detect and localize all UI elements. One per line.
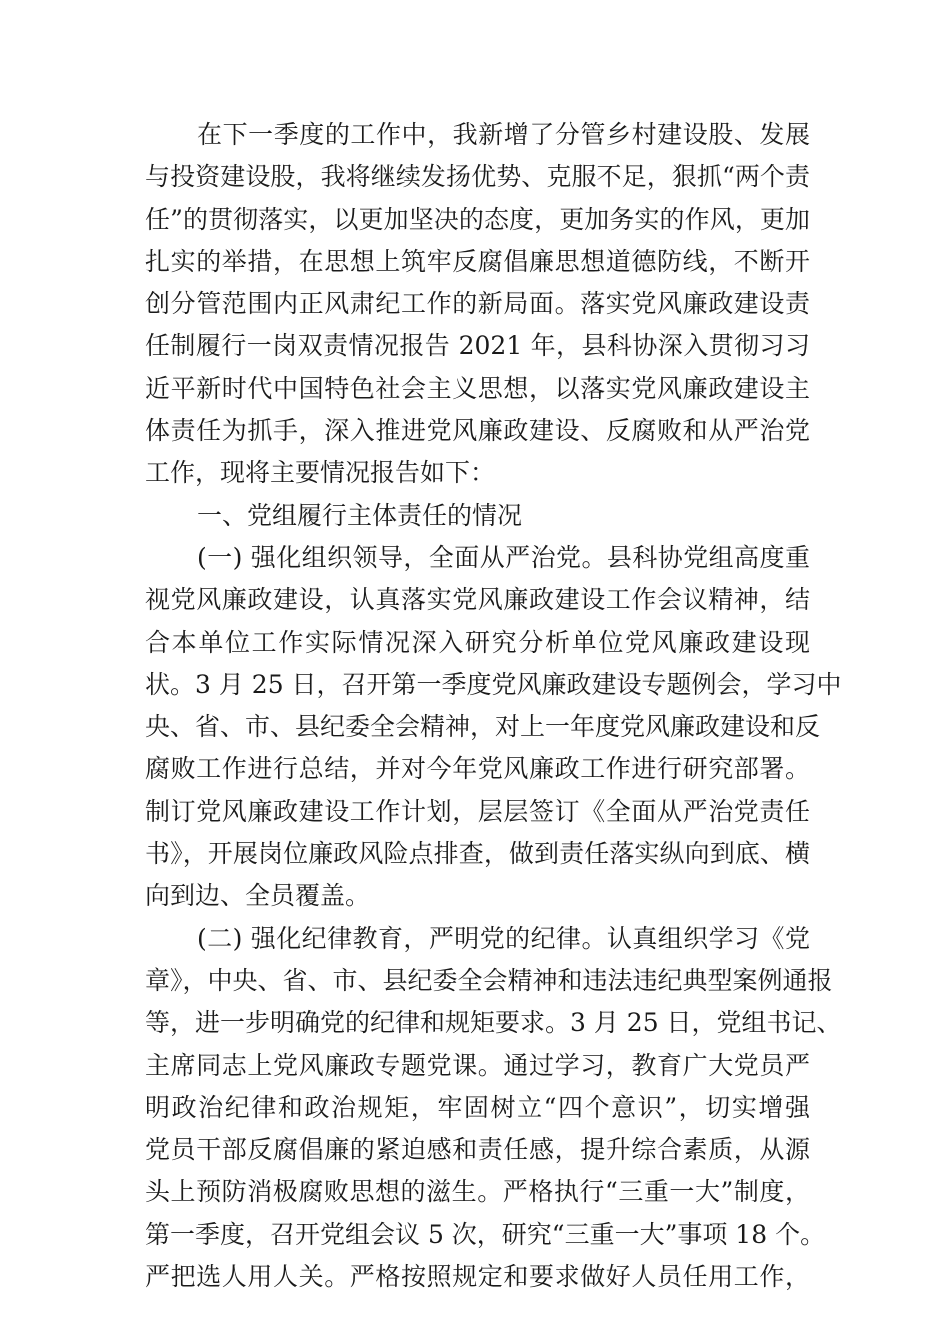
text-line: 与投资建设股，我将继续发扬优势、克服不足，狠抓“两个责 xyxy=(145,162,810,192)
text-line: 合本单位工作实际情况深入研究分析单位党风廉政建设现 xyxy=(145,627,810,657)
text-line: 腐败工作进行总结，并对今年党风廉政工作进行研究部署。 xyxy=(145,754,810,784)
text-line: 严把选人用人关。严格按照规定和要求做好人员任用工作， xyxy=(145,1262,810,1292)
text-line: 明政治纪律和政治规矩，牢固树立“四个意识”，切实增强 xyxy=(145,1092,810,1122)
text-line: 扎实的举措，在思想上筑牢反腐倡廉思想道德防线，不断开 xyxy=(145,246,810,276)
text-line: 创分管范围内正风肃纪工作的新局面。落实党风廉政建设责 xyxy=(145,289,810,319)
text-line: 向到边、全员覆盖。 xyxy=(145,881,371,911)
text-line: 一、党组履行主体责任的情况 xyxy=(197,500,523,530)
text-line: 制订党风廉政建设工作计划，层层签订《全面从严治党责任 xyxy=(145,796,810,826)
text-line: 等，进一步明确党的纪律和规矩要求。3 月 25 日，党组书记、 xyxy=(145,1008,842,1038)
text-line: (二) 强化纪律教育，严明党的纪律。认真组织学习《党 xyxy=(197,923,810,953)
text-line: 状。3 月 25 日，召开第一季度党风廉政建设专题例会，学习中 xyxy=(145,669,842,699)
text-line: 主席同志上党风廉政专题党课。通过学习，教育广大党员严 xyxy=(145,1050,810,1080)
text-line: 任制履行一岗双责情况报告 2021 年，县科协深入贯彻习习 xyxy=(145,331,810,361)
text-line: (一) 强化组织领导，全面从严治党。县科协党组高度重 xyxy=(197,542,810,572)
text-line: 第一季度，召开党组会议 5 次，研究“三重一大”事项 18 个。 xyxy=(145,1219,826,1249)
text-line: 央、省、市、县纪委全会精神，对上一年度党风廉政建设和反 xyxy=(145,712,821,742)
text-line: 体责任为抓手，深入推进党风廉政建设、反腐败和从严治党 xyxy=(145,416,810,446)
text-line: 视党风廉政建设，认真落实党风廉政建设工作会议精神，结 xyxy=(145,585,810,615)
text-line: 党员干部反腐倡廉的紧迫感和责任感，提升综合素质，从源 xyxy=(145,1135,810,1165)
text-line: 在下一季度的工作中，我新增了分管乡村建设股、发展 xyxy=(197,120,810,149)
text-line: 章》，中央、省、市、县纪委全会精神和违法违纪典型案例通报 xyxy=(145,965,833,995)
text-line: 头上预防消极腐败思想的滋生。严格执行“三重一大”制度， xyxy=(145,1177,810,1207)
text-line: 近平新时代中国特色社会主义思想，以落实党风廉政建设主 xyxy=(145,373,810,403)
text-line: 书》，开展岗位廉政风险点排查，做到责任落实纵向到底、横 xyxy=(145,839,810,869)
text-line: 任”的贯彻落实，以更加坚决的态度，更加务实的作风，更加 xyxy=(145,204,810,234)
text-line: 工作，现将主要情况报告如下： xyxy=(145,458,496,488)
document-body xyxy=(145,114,842,1298)
